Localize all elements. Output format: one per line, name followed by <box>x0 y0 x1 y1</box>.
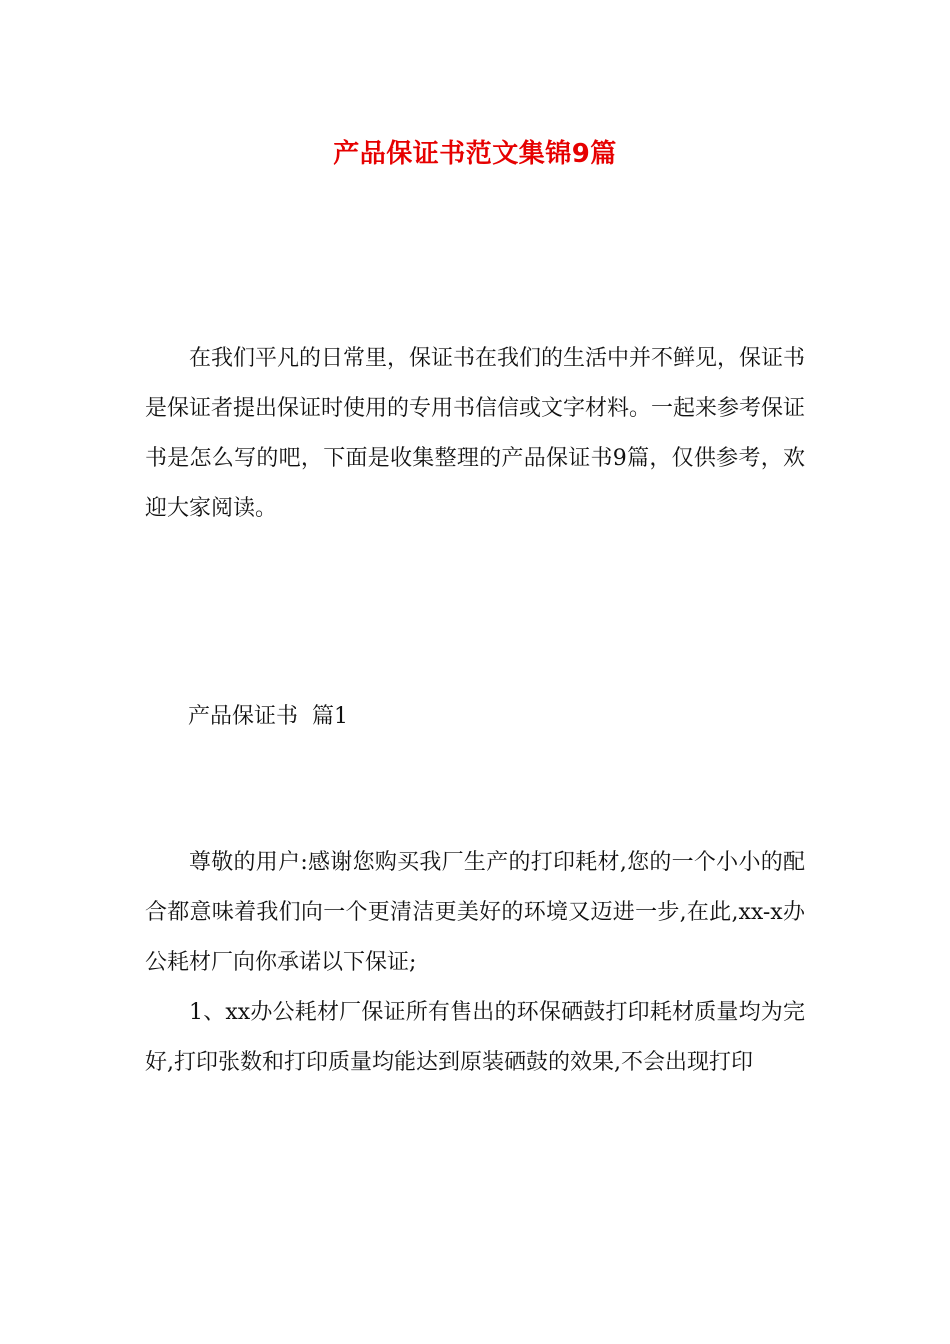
section-paragraph-1: 尊敬的用户:感谢您购买我厂生产的打印耗材,您的一个小小的配合都意味着我们向一个更清洁更美好的环境又迈进一步,在此,xx-x办公耗材厂向你承诺以下保证; <box>145 850 805 975</box>
section-body <box>145 838 805 1088</box>
document-title: 产品保证书范文集锦9篇 <box>333 139 617 169</box>
section-paragraph-2: 1、xx办公耗材厂保证所有售出的环保硒鼓打印耗材质量均为完好,打印张数和打印质量均能达到原装硒鼓的效果,不会出现打印 <box>145 1000 805 1075</box>
intro-paragraph: 在我们平凡的日常里，保证书在我们的生活中并不鲜见，保证书是保证者提出保证时使用的专用书信信或文字材料。一起来参考保证书是怎么写的吧，下面是收集整理的产品保证书9篇，仅供参考，欢迎大家阅读。 <box>145 346 806 521</box>
intro-block <box>145 334 805 534</box>
section-heading: 产品保证书 篇1 <box>188 704 348 729</box>
